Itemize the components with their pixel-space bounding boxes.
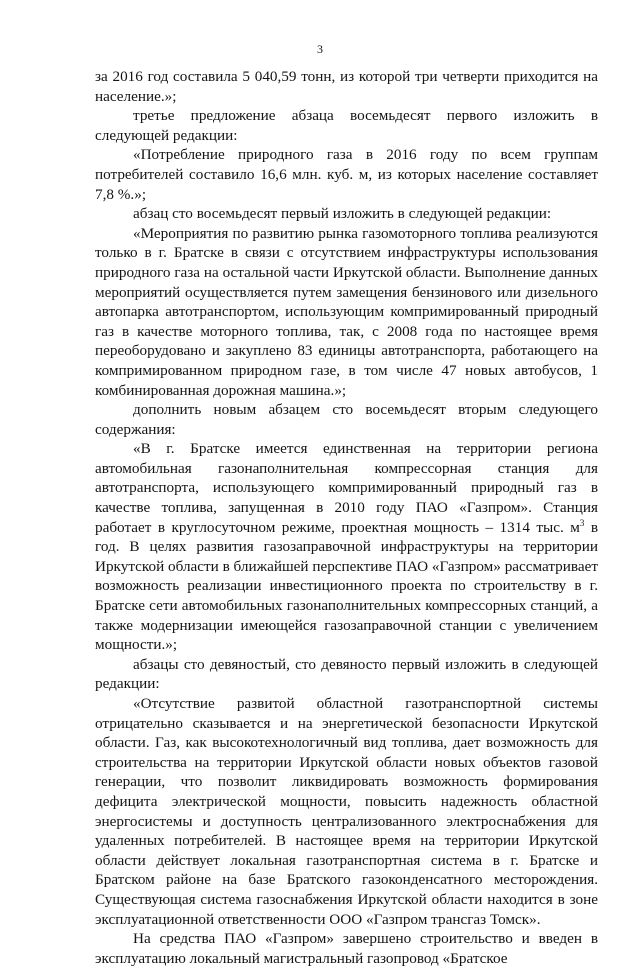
page-number: 3 xyxy=(317,42,323,56)
paragraph-7-text-b: в год. В целях развития газозаправочной инфраструктуры на территории Иркутской области в ближайшей перспективе ПАО «Газпром» рассматривает возможность реализации инвестиционного проекта по строительству в г. Братске сети автомобильных газонаполнительных компрессорных станций, а также модернизации имеющейся газозаправочной станции с увеличением мощности.»; xyxy=(95,518,598,654)
paragraph-7-text-a: «В г. Братске имеется единственная на территории региона автомобильная газонаполнительная компрессорная станция для автотранспорта, использующего компримированный природный газ в качестве топлива, запущенная в 2010 году ПАО «Газпром». Станция работает в круглосуточном режиме, проектная мощность – 1314 тыс. м xyxy=(95,440,598,536)
paragraph-6: дополнить новым абзацем сто восемьдесят вторым следующего содержания: xyxy=(95,401,598,438)
paragraph-8: абзацы сто девяностый, сто девяносто первый изложить в следующей редакции: xyxy=(95,655,598,693)
paragraph-9: «Отсутствие развитой областной газотранспортной системы отрицательно сказывается и на энергетической безопасности Иркутской области. Газ, как высокотехнологичный вид топлива, дает возможность для строительства на территории Иркутской области новых объектов газовой генерации, что позволит ликвидировать возможность формирования дефицита электрической мощности, повысить надежность областной энергосистемы и доступность централизованного электроснабжения для удаленных потребителей. В настоящее время на территории Иркутской области действует локальная газотранспортная система в г. Братске и Братском районе на базе Братского газоконденсатного месторождения. Существующая система газоснабжения Иркутской области находится в зоне эксплуатационной ответственности ООО «Газпром трансгаз Томск». xyxy=(95,695,598,928)
paragraph-2: третье предложение абзаца восемьдесят первого изложить в следующей редакции: xyxy=(95,107,598,144)
paragraph-3: «Потребление природного газа в 2016 году по всем группам потребителей составило 16,6 млн. куб. м, из которых население составляет 7,8 %.»; xyxy=(95,146,598,203)
paragraph-7 xyxy=(95,439,598,655)
paragraph-1: за 2016 год составила 5 040,59 тонн, из которой три четверти приходится на население.»; xyxy=(95,68,598,105)
paragraph-4: абзац сто восемьдесят первый изложить в следующей редакции: xyxy=(133,205,552,223)
paragraph-5: «Мероприятия по развитию рынка газомоторного топлива реализуются только в г. Братске в связи с отсутствием инфраструктуры использования природного газа на остальной части Иркутской области. Выполнение данных мероприятий осуществляется путем замещения бензинового или дизельного автопарка автотранспортом, использующим компримированный природный газ в качестве моторного топлива, так, с 2008 года по настоящее время переоборудовано и закуплено 83 единицы автотранспорта, работающего на компримированном природном газе, в том числе 47 новых автобусов, 1 комбинированная дорожная машина.»; xyxy=(95,224,598,399)
paragraph-10: На средства ПАО «Газпром» завершено строительство и введен в эксплуатацию локальный магистральный газопровод «Братское xyxy=(95,930,598,967)
document-body xyxy=(95,67,598,968)
superscript-cubic: 3 xyxy=(579,517,585,528)
